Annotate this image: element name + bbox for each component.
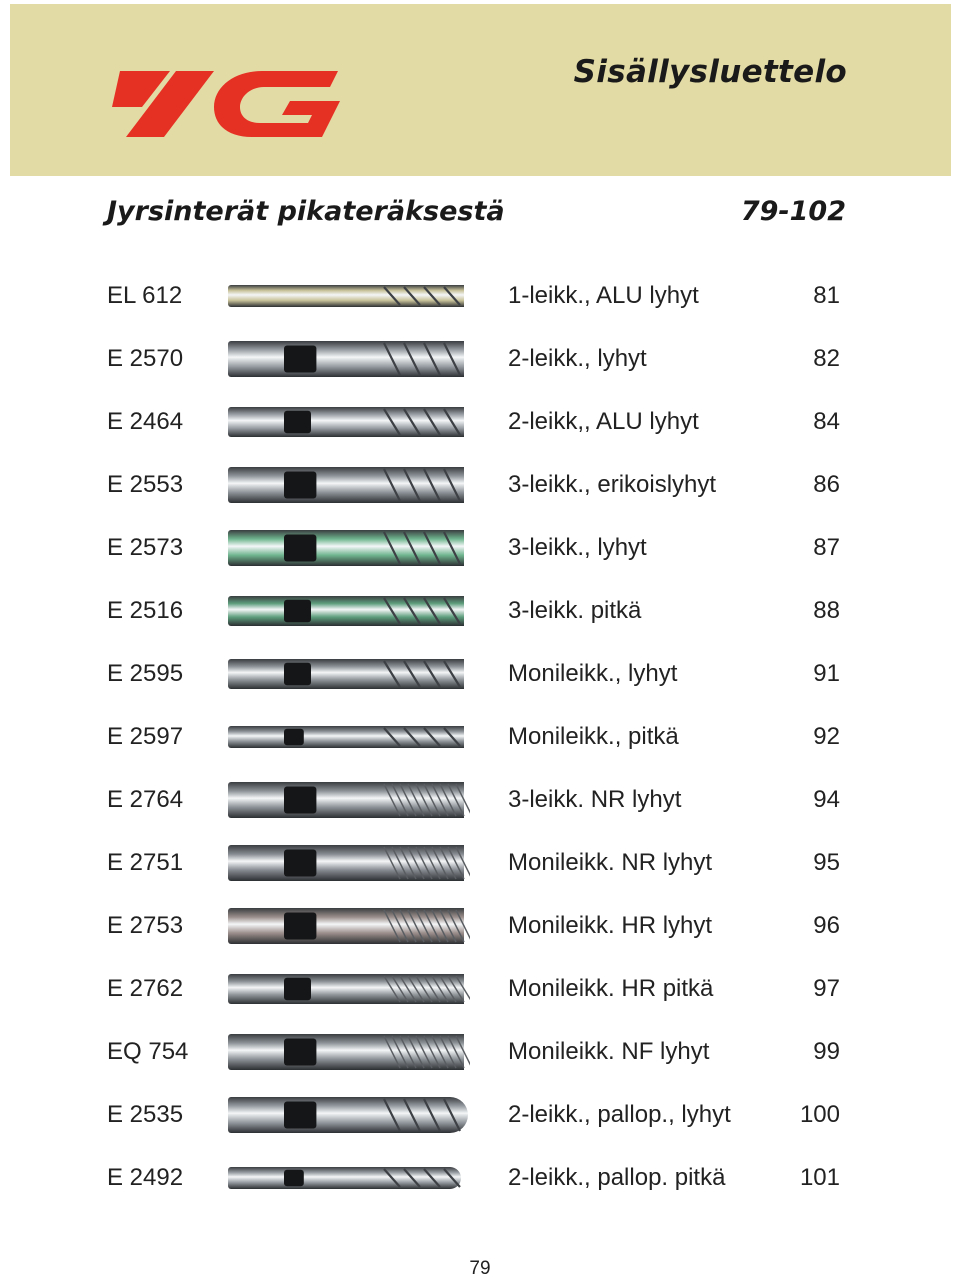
end-mill-image	[224, 713, 470, 761]
product-description: 1-leikk., ALU lyhyt	[508, 282, 699, 309]
end-mill-image	[224, 1028, 470, 1076]
product-page-number: 92	[813, 723, 840, 750]
product-code: E 2464	[107, 408, 184, 435]
product-page-number: 95	[813, 849, 840, 876]
product-page-number: 91	[813, 660, 840, 687]
product-page-number: 94	[813, 786, 840, 813]
product-description: 2-leikk., pallop., lyhyt	[508, 1101, 731, 1128]
product-page-number: 84	[813, 408, 840, 435]
product-code: E 2762	[107, 975, 184, 1002]
product-description: Monileikk. NR lyhyt	[508, 849, 713, 876]
list-item	[0, 1146, 960, 1209]
list-item	[0, 327, 960, 390]
product-description: 3-leikk. pitkä	[508, 597, 642, 624]
product-description: Monileikk. HR lyhyt	[508, 912, 713, 939]
end-mill-image	[224, 587, 470, 635]
list-item	[0, 705, 960, 768]
end-mill-image	[224, 1154, 470, 1202]
end-mill-image	[224, 524, 470, 572]
product-code: E 2516	[107, 597, 184, 624]
product-page-number: 81	[813, 282, 840, 309]
list-item	[0, 957, 960, 1020]
section-page-range: 79-102	[740, 196, 846, 227]
end-mill-image	[224, 650, 470, 698]
product-page-number: 86	[813, 471, 840, 498]
product-page-number: 87	[813, 534, 840, 561]
product-list	[0, 264, 960, 1209]
product-description: 3-leikk., erikoislyhyt	[508, 471, 717, 498]
product-code: E 2492	[107, 1164, 184, 1191]
list-item	[0, 453, 960, 516]
product-page-number: 82	[813, 345, 840, 372]
list-item	[0, 516, 960, 579]
product-description: Monileikk. HR pitkä	[508, 975, 714, 1002]
end-mill-image	[224, 902, 470, 950]
product-page-number: 88	[813, 597, 840, 624]
product-code: E 2553	[107, 471, 184, 498]
list-item	[0, 1083, 960, 1146]
yg-logo	[112, 61, 344, 145]
list-item	[0, 579, 960, 642]
end-mill-image	[224, 398, 470, 446]
product-description: 3-leikk., lyhyt	[508, 534, 647, 561]
product-description: 3-leikk. NR lyhyt	[508, 786, 682, 813]
product-page-number: 97	[813, 975, 840, 1002]
product-code: E 2595	[107, 660, 184, 687]
page-number: 79	[469, 1258, 491, 1279]
header-band	[10, 4, 951, 176]
product-code: EQ 754	[107, 1038, 189, 1065]
product-description: Monileikk., lyhyt	[508, 660, 678, 687]
product-code: E 2764	[107, 786, 184, 813]
end-mill-image	[224, 965, 470, 1013]
product-page-number: 100	[799, 1101, 840, 1128]
page-title: Sisällysluettelo	[573, 54, 847, 90]
end-mill-image	[224, 461, 470, 509]
end-mill-image	[224, 335, 470, 383]
product-page-number: 96	[813, 912, 840, 939]
list-item	[0, 642, 960, 705]
end-mill-image	[224, 776, 470, 824]
product-code: E 2535	[107, 1101, 184, 1128]
product-code: E 2753	[107, 912, 184, 939]
end-mill-image	[224, 839, 470, 887]
product-description: 2-leikk., lyhyt	[508, 345, 647, 372]
list-item	[0, 894, 960, 957]
product-description: Monileikk., pitkä	[508, 723, 679, 750]
list-item	[0, 831, 960, 894]
product-code: E 2751	[107, 849, 184, 876]
end-mill-image	[224, 1091, 470, 1139]
product-description: Monileikk. NF lyhyt	[508, 1038, 710, 1065]
product-code: E 2570	[107, 345, 184, 372]
product-page-number: 101	[799, 1164, 840, 1191]
end-mill-image	[224, 272, 470, 320]
product-code: E 2597	[107, 723, 184, 750]
product-code: E 2573	[107, 534, 184, 561]
section-title: Jyrsinterät pikateräksestä	[107, 196, 505, 227]
product-description: 2-leikk., pallop. pitkä	[508, 1164, 726, 1191]
list-item	[0, 390, 960, 453]
product-code: EL 612	[107, 282, 183, 309]
list-item	[0, 264, 960, 327]
list-item	[0, 1020, 960, 1083]
product-page-number: 99	[813, 1038, 840, 1065]
list-item	[0, 768, 960, 831]
product-description: 2-leikk,, ALU lyhyt	[508, 408, 699, 435]
